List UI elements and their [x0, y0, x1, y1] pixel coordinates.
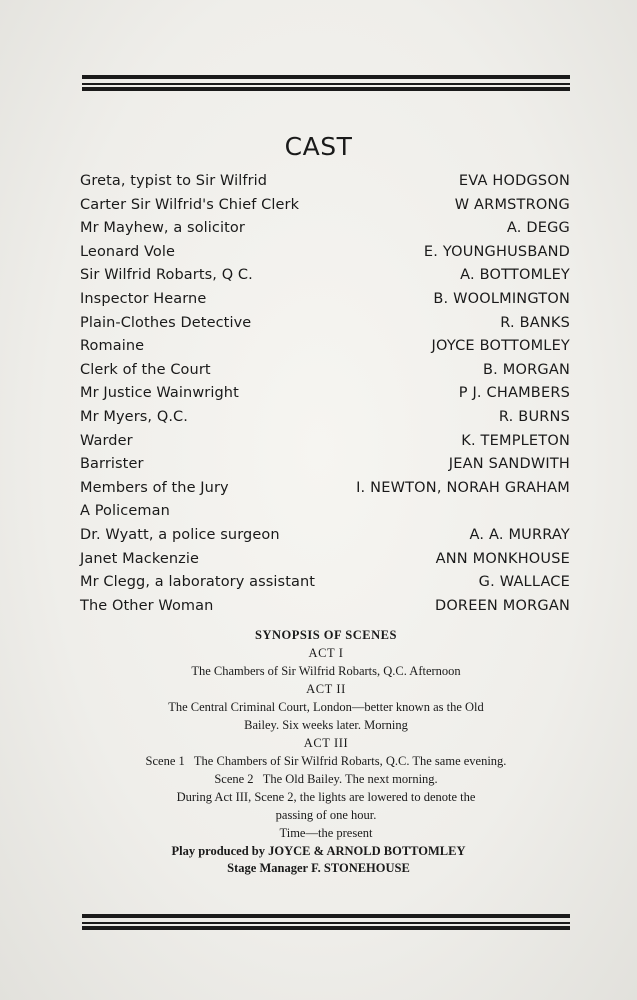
cast-actor: A. A. MURRAY: [469, 526, 570, 543]
top-rule-thick-line-2: [82, 87, 570, 91]
cast-row: [80, 551, 570, 575]
produced-by-label: Play produced by: [171, 844, 266, 858]
cast-actor: B. WOOLMINGTON: [433, 290, 570, 307]
cast-actor: JOYCE BOTTOMLEY: [431, 338, 570, 355]
cast-row: [80, 409, 570, 433]
time-setting: Time—the present: [279, 826, 373, 840]
cast-row: [80, 503, 570, 527]
cast-actor: P J. CHAMBERS: [458, 385, 570, 402]
cast-role: Carter Sir Wilfrid's Chief Clerk: [80, 196, 300, 213]
cast-actor: R. BANKS: [500, 314, 570, 331]
cast-role: Warder: [80, 432, 133, 449]
cast-actor: E. YOUNGHUSBAND: [423, 243, 570, 260]
cast-actor: B. MORGAN: [483, 361, 570, 378]
cast-role: Members of the Jury: [80, 479, 229, 496]
act-2-description-line-2: Bailey. Six weeks later. Morning: [244, 718, 408, 732]
top-double-rule: [82, 75, 570, 91]
cast-row: [80, 197, 570, 221]
top-rule-thick-line: [82, 75, 570, 79]
act-3-scene-1: Scene 1 The Chambers of Sir Wilfrid Robarts, Q.C. The same evening.: [145, 754, 507, 768]
bottom-rule-thick-line-2: [82, 926, 570, 930]
stage-manager-name: F. STONEHOUSE: [311, 861, 410, 875]
cast-list: [80, 173, 570, 621]
stage-manager-credit: [0, 860, 637, 877]
synopsis-heading: SYNOPSIS OF SCENES: [255, 628, 397, 642]
cast-actor: G. WALLACE: [478, 574, 570, 591]
cast-role: Barrister: [80, 456, 144, 473]
cast-row: [80, 574, 570, 598]
cast-row: [80, 598, 570, 622]
cast-row: [80, 480, 570, 504]
cast-role: Greta, typist to Sir Wilfrid: [80, 173, 268, 189]
cast-actor: A. DEGG: [506, 220, 570, 237]
cast-row: [80, 527, 570, 551]
credits-section: [0, 843, 637, 877]
cast-row: [80, 433, 570, 457]
synopsis-section: [82, 626, 570, 842]
cast-row: [80, 385, 570, 409]
cast-actor: I. NEWTON, NORAH GRAHAM: [356, 479, 570, 496]
cast-actor: K. TEMPLETON: [461, 432, 570, 449]
stage-manager-label: Stage Manager: [227, 861, 309, 875]
bottom-rule-thin-line: [82, 922, 570, 924]
cast-role: A Policeman: [80, 503, 170, 520]
cast-role: Romaine: [80, 338, 145, 355]
cast-actor: R. BURNS: [498, 408, 570, 425]
cast-row: [80, 456, 570, 480]
act-1-description: The Chambers of Sir Wilfrid Robarts, Q.C. Afternoon: [191, 664, 461, 678]
act-3-label: ACT III: [303, 736, 349, 750]
cast-row: [80, 338, 570, 362]
cast-role: The Other Woman: [80, 597, 214, 614]
cast-role: Sir Wilfrid Robarts, Q C.: [80, 267, 253, 284]
act-1-label: ACT I: [308, 646, 344, 660]
cast-row: [80, 315, 570, 339]
cast-role: Inspector Hearne: [80, 290, 207, 307]
cast-role: Mr Mayhew, a solicitor: [80, 220, 245, 237]
act-2-description-line-1: The Central Criminal Court, London—better known as the Old: [168, 700, 484, 714]
cast-actor: DOREEN MORGAN: [434, 597, 570, 614]
cast-role: Dr. Wyatt, a police surgeon: [80, 526, 280, 543]
cast-role: Clerk of the Court: [80, 361, 211, 378]
cast-row: [80, 291, 570, 315]
producer-names: JOYCE & ARNOLD BOTTOMLEY: [268, 844, 466, 858]
cast-role: Leonard Vole: [80, 243, 176, 260]
act-3-note-line-2: passing of one hour.: [275, 808, 377, 822]
cast-row: [80, 267, 570, 291]
cast-role: Mr Myers, Q.C.: [80, 408, 188, 425]
cast-actor: JEAN SANDWITH: [448, 456, 570, 473]
cast-role: Mr Clegg, a laboratory assistant: [80, 574, 316, 591]
cast-role: Mr Justice Wainwright: [80, 385, 239, 402]
cast-actor: W ARMSTRONG: [454, 196, 570, 213]
bottom-rule-thick-line: [82, 914, 570, 918]
cast-heading: CAST: [284, 132, 353, 161]
producer-credit: [0, 843, 637, 860]
cast-actor: EVA HODGSON: [458, 173, 570, 189]
cast-role: Plain-Clothes Detective: [80, 314, 252, 331]
top-rule-thin-line: [82, 83, 570, 85]
act-3-note-line-1: During Act III, Scene 2, the lights are lowered to denote the: [176, 790, 476, 804]
act-2-label: ACT II: [306, 682, 346, 696]
cast-row: [80, 220, 570, 244]
cast-role: Janet Mackenzie: [80, 550, 199, 567]
cast-actor: ANN MONKHOUSE: [435, 550, 570, 567]
cast-actor: A. BOTTOMLEY: [460, 267, 570, 284]
bottom-double-rule: [82, 914, 570, 930]
cast-row: [80, 173, 570, 197]
act-3-scene-2: Scene 2 The Old Bailey. The next morning.: [214, 772, 438, 786]
cast-row: [80, 244, 570, 268]
cast-row: [80, 362, 570, 386]
